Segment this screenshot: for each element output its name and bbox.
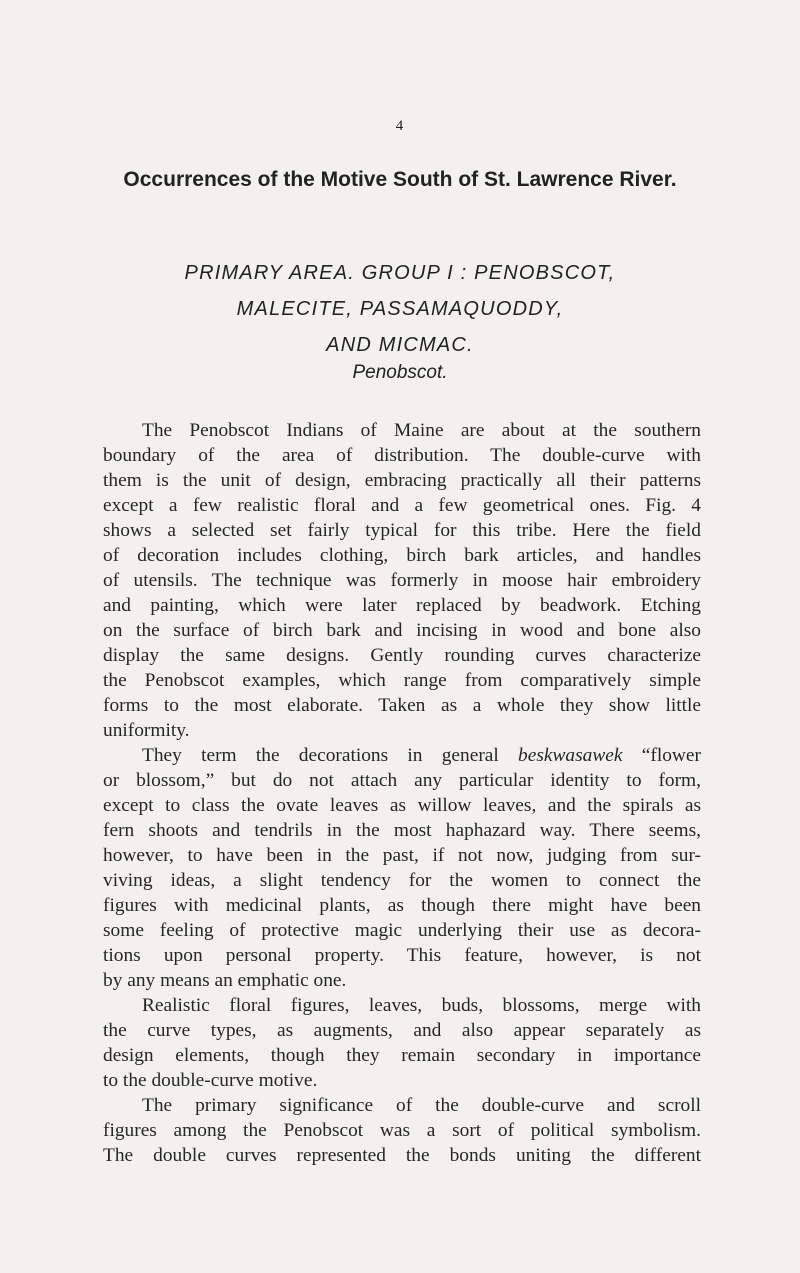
text-line: by any means an emphatic one. bbox=[103, 970, 347, 991]
text-line: on the surface of birch bark and incising in wood and bone also bbox=[103, 620, 701, 641]
text-line: however, to have been in the past, if not now, judging from sur- bbox=[103, 845, 701, 866]
text-line: forms to the most elaborate. Taken as a whole they show little bbox=[103, 695, 701, 716]
text-line: shows a selected set fairly typical for this tribe. Here the field bbox=[103, 520, 701, 541]
text-line: tions upon personal property. This feature, however, is not bbox=[103, 945, 701, 966]
text-fragment: They term the decorations in general bbox=[142, 745, 499, 766]
text-line: uniformity. bbox=[103, 720, 190, 741]
text-line: The Penobscot Indians of Maine are about at the southern bbox=[142, 420, 701, 441]
native-term: beskwasawek bbox=[518, 745, 623, 766]
text-line: and painting, which were later replaced by beadwork. Etching bbox=[103, 595, 701, 616]
text-line: of decoration includes clothing, birch bark articles, and handles bbox=[103, 545, 701, 566]
text-line: Realistic floral figures, leaves, buds, blossoms, merge with bbox=[142, 995, 701, 1016]
text-line: the Penobscot examples, which range from comparatively simple bbox=[103, 670, 701, 691]
text-line: of utensils. The technique was formerly in moose hair embroidery bbox=[103, 570, 701, 591]
text-line: to the double-curve motive. bbox=[103, 1070, 318, 1091]
group-heading-line: PRIMARY AREA. GROUP I : PENOBSCOT, bbox=[184, 262, 616, 284]
text-line: them is the unit of design, embracing practically all their patterns bbox=[103, 470, 701, 491]
body-text bbox=[103, 418, 701, 1168]
text-line: the curve types, as augments, and also appear separately as bbox=[103, 1020, 701, 1041]
group-heading bbox=[0, 255, 800, 363]
page-title: Occurrences of the Motive South of St. Lawrence River. bbox=[123, 168, 677, 191]
text-line: except a few realistic floral and a few geometrical ones. Fig. 4 bbox=[103, 495, 701, 516]
group-heading-line: AND MICMAC. bbox=[326, 334, 474, 356]
text-line: The primary significance of the double-curve and scroll bbox=[142, 1095, 701, 1116]
text-fragment: “flower bbox=[641, 745, 701, 766]
text-line: display the same designs. Gently rounding curves characterize bbox=[103, 645, 701, 666]
text-line: The double curves represented the bonds uniting the different bbox=[103, 1145, 701, 1166]
text-line: boundary of the area of distribution. The double-curve with bbox=[103, 445, 701, 466]
text-line bbox=[103, 743, 701, 768]
text-line: figures with medicinal plants, as though there might have been bbox=[103, 895, 701, 916]
page-number: 4 bbox=[395, 118, 405, 134]
text-line: some feeling of protective magic underlying their use as decora- bbox=[103, 920, 701, 941]
text-line: figures among the Penobscot was a sort of political symbolism. bbox=[103, 1120, 701, 1141]
text-line: viving ideas, a slight tendency for the women to connect the bbox=[103, 870, 701, 891]
text-line: except to class the ovate leaves as willow leaves, and the spirals as bbox=[103, 795, 701, 816]
text-line: fern shoots and tendrils in the most haphazard way. There seems, bbox=[103, 820, 701, 841]
section-subtitle: Penobscot. bbox=[352, 362, 448, 383]
group-heading-line: MALECITE, PASSAMAQUODDY, bbox=[236, 298, 564, 320]
text-line: or blossom,” but do not attach any particular identity to form, bbox=[103, 770, 701, 791]
text-line: design elements, though they remain secondary in importance bbox=[103, 1045, 701, 1066]
